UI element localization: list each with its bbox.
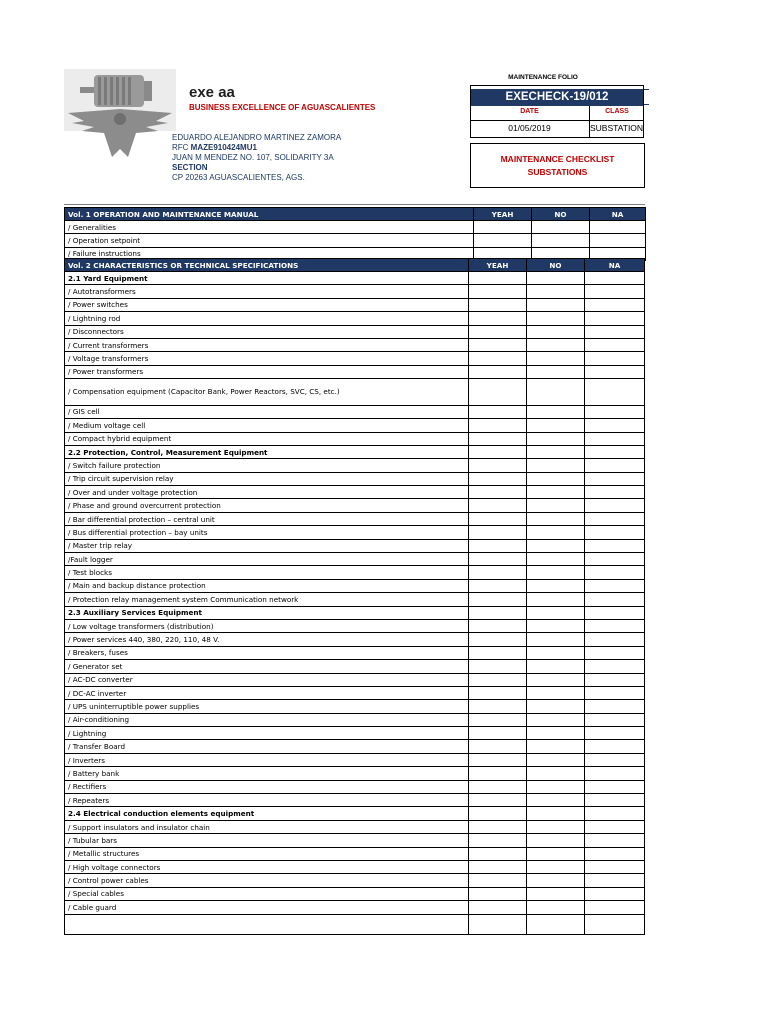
checklist-row [65,740,645,753]
check-no-cell[interactable] [527,312,585,325]
vol2-title: Vol. 2 CHARACTERISTICS OR TECHNICAL SPECIFICATIONS [65,259,469,272]
check-na-cell[interactable] [585,646,645,659]
item-label: / Rectifiers [65,780,469,793]
item-label: / Voltage transformers [65,352,469,365]
check-no-cell[interactable] [527,553,585,566]
col-na: NA [590,208,646,221]
check-yes-cell[interactable] [469,512,527,525]
check-na-cell[interactable] [585,553,645,566]
check-no-cell[interactable] [527,740,585,753]
section-row [65,606,645,619]
checklist-row [65,298,645,311]
check-na-cell[interactable] [585,887,645,900]
item-label: / Operation setpoint [65,234,474,247]
check-yes-cell[interactable] [469,861,527,874]
divider [64,204,645,205]
checklist-row [65,753,645,766]
check-no-cell[interactable] [527,593,585,606]
item-label: / Phase and ground overcurrent protection [65,499,469,512]
check-no-cell[interactable] [527,633,585,646]
checklist-title: MAINTENANCE CHECKLIST [500,154,615,164]
item-label: / Bar differential protection – central unit [65,512,469,525]
check-na-cell[interactable] [585,713,645,726]
check-no-cell[interactable] [527,834,585,847]
check-yes-cell[interactable] [469,499,527,512]
checklist-row [65,472,645,485]
section-label: 2.3 Auxiliary Services Equipment [65,606,469,619]
item-label: / High voltage connectors [65,861,469,874]
check-no-cell[interactable] [527,352,585,365]
item-label: / Metallic structures [65,847,469,860]
check-no-cell[interactable] [532,234,590,247]
check-no-cell[interactable] [527,285,585,298]
checklist-row [65,700,645,713]
checklist-row [65,874,645,887]
check-yes-cell[interactable] [469,646,527,659]
check-yes-cell[interactable] [469,780,527,793]
item-label: / Power switches [65,298,469,311]
folio-number: EXECHECK-19/012 [471,89,643,106]
check-yes-cell[interactable] [469,767,527,780]
check-yes-cell[interactable] [469,285,527,298]
check-no-cell[interactable] [527,874,585,887]
col-na: NA [585,259,645,272]
check-na-cell[interactable] [585,499,645,512]
check-yes-cell[interactable] [469,566,527,579]
item-label: / Support insulators and insulator chain [65,820,469,833]
folio-tick [644,104,649,105]
checklist-row [65,847,645,860]
check-yes-cell[interactable] [469,874,527,887]
check-na-cell[interactable] [590,234,646,247]
item-label [65,914,469,934]
check-na-cell[interactable] [585,914,645,934]
checklist-row [65,633,645,646]
street-line: JUAN M MENDEZ NO. 107, SOLIDARITY 3A [172,153,334,162]
section-label: 2.1 Yard Equipment [65,272,469,285]
checklist-row [65,499,645,512]
check-yes-cell[interactable] [469,379,527,406]
check-na-cell[interactable] [585,847,645,860]
check-yes-cell[interactable] [469,272,527,285]
check-yes-cell[interactable] [469,619,527,632]
section-row [65,445,645,458]
check-yes-cell[interactable] [469,419,527,432]
check-no-cell[interactable] [527,272,585,285]
section-row [65,807,645,820]
item-label: / Generalities [65,221,474,234]
checklist-row [65,619,645,632]
class-label: CLASS [605,108,629,115]
checklist-row [65,820,645,833]
check-yes-cell[interactable] [469,352,527,365]
checklist-row [65,861,645,874]
check-na-cell[interactable] [585,633,645,646]
checklist-row [65,901,645,914]
check-na-cell[interactable] [585,700,645,713]
checklist-row [65,221,646,234]
item-label: / Main and backup distance protection [65,579,469,592]
check-yes-cell[interactable] [469,312,527,325]
check-no-cell[interactable] [527,539,585,552]
check-na-cell[interactable] [585,794,645,807]
item-label: / DC-AC inverter [65,686,469,699]
check-yes-cell[interactable] [469,459,527,472]
item-label: / Tubular bars [65,834,469,847]
check-no-cell[interactable] [527,526,585,539]
check-yes-cell[interactable] [469,338,527,351]
brand-tagline: BUSINESS EXCELLENCE OF AGUASCALIENTES [189,103,376,112]
check-yes-cell[interactable] [469,727,527,740]
check-yes-cell[interactable] [469,847,527,860]
check-yes-cell[interactable] [469,887,527,900]
check-na-cell[interactable] [585,512,645,525]
check-no-cell[interactable] [527,472,585,485]
item-label: / Control power cables [65,874,469,887]
item-label: / Trip circuit supervision relay [65,472,469,485]
check-yes-cell[interactable] [469,593,527,606]
checklist-row [65,780,645,793]
check-na-cell[interactable] [585,459,645,472]
check-no-cell[interactable] [527,727,585,740]
item-label: / Cable guard [65,901,469,914]
check-na-cell[interactable] [585,298,645,311]
check-yes-cell[interactable] [469,686,527,699]
check-yes-cell[interactable] [469,713,527,726]
item-label: / AC-DC converter [65,673,469,686]
check-na-cell[interactable] [585,593,645,606]
item-label: / Protection relay management system Communication network [65,593,469,606]
check-no-cell[interactable] [527,780,585,793]
check-yes-cell[interactable] [469,432,527,445]
item-label: / Compensation equipment (Capacitor Bank, Power Reactors, SVC, CS, etc.) [65,379,469,406]
checklist-row [65,486,645,499]
check-no-cell[interactable] [527,914,585,934]
check-na-cell[interactable] [585,312,645,325]
checklist-row [65,660,645,673]
item-label: / Disconnectors [65,325,469,338]
check-no-cell[interactable] [532,221,590,234]
check-no-cell[interactable] [527,486,585,499]
item-label: / Power transformers [65,365,469,378]
item-label: / GIS cell [65,405,469,418]
col-no: NO [532,208,590,221]
check-na-cell[interactable] [585,660,645,673]
check-no-cell[interactable] [527,606,585,619]
item-label: / Medium voltage cell [65,419,469,432]
item-label: / Master trip relay [65,539,469,552]
check-no-cell[interactable] [527,713,585,726]
item-label: / Air-conditioning [65,713,469,726]
check-na-cell[interactable] [585,767,645,780]
item-label: / Bus differential protection – bay units [65,526,469,539]
item-label: / Compact hybrid equipment [65,432,469,445]
col-no: NO [527,259,585,272]
check-no-cell[interactable] [527,379,585,406]
col-yes: YEAH [474,208,532,221]
check-na-cell[interactable] [585,432,645,445]
checklist-row [65,553,645,566]
check-yes-cell[interactable] [469,472,527,485]
check-na-cell[interactable] [585,901,645,914]
item-label: / Current transformers [65,338,469,351]
check-na-cell[interactable] [585,325,645,338]
checklist-row [65,338,645,351]
vol2-table [64,258,645,935]
check-no-cell[interactable] [527,579,585,592]
address-block [172,133,341,183]
check-no-cell[interactable] [527,459,585,472]
item-label: / Failure instructions [65,247,474,260]
check-yes-cell[interactable] [469,553,527,566]
checklist-row [65,579,645,592]
check-yes-cell[interactable] [469,807,527,820]
check-no-cell[interactable] [527,847,585,860]
folio-label: MAINTENANCE FOLIO [508,74,578,81]
checklist-row [65,673,645,686]
checklist-row [65,312,645,325]
folio-tick [644,89,649,90]
check-yes-cell[interactable] [469,539,527,552]
date-value: 01/05/2019 [508,123,551,133]
check-no-cell[interactable] [527,673,585,686]
check-no-cell[interactable] [527,660,585,673]
rfc-line [172,143,341,153]
checklist-row [65,365,645,378]
checklist-row [65,566,645,579]
check-na-cell[interactable] [585,673,645,686]
checklist-row [65,727,645,740]
checklist-row [65,887,645,900]
vol2-header-row [65,259,645,272]
item-label: / Autotransformers [65,285,469,298]
checklist-row [65,767,645,780]
check-yes-cell[interactable] [469,700,527,713]
check-yes-cell[interactable] [469,325,527,338]
check-na-cell[interactable] [585,727,645,740]
item-label: /Fault logger [65,553,469,566]
check-na-cell[interactable] [585,807,645,820]
checklist-row [65,539,645,552]
check-na-cell[interactable] [585,539,645,552]
check-no-cell[interactable] [527,901,585,914]
class-value: SUBSTATION [590,123,644,133]
item-label: / Low voltage transformers (distribution) [65,619,469,632]
check-yes-cell[interactable] [469,405,527,418]
checklist-row [65,646,645,659]
checklist-row [65,432,645,445]
check-no-cell[interactable] [527,619,585,632]
check-na-cell[interactable] [585,753,645,766]
checklist-row [65,914,645,934]
check-no-cell[interactable] [527,861,585,874]
check-yes-cell[interactable] [469,660,527,673]
check-no-cell[interactable] [527,566,585,579]
check-na-cell[interactable] [585,606,645,619]
company-logo [64,69,176,159]
check-na-cell[interactable] [585,472,645,485]
check-yes-cell[interactable] [469,834,527,847]
checklist-row [65,325,645,338]
item-label: / Transfer Board [65,740,469,753]
check-no-cell[interactable] [527,700,585,713]
check-no-cell[interactable] [527,338,585,351]
check-na-cell[interactable] [585,740,645,753]
check-na-cell[interactable] [585,338,645,351]
check-yes-cell[interactable] [469,901,527,914]
vol1-header-row [65,208,646,221]
check-yes-cell[interactable] [469,486,527,499]
check-no-cell[interactable] [527,325,585,338]
item-label: / Special cables [65,887,469,900]
check-no-cell[interactable] [527,807,585,820]
check-no-cell[interactable] [527,646,585,659]
checklist-row [65,686,645,699]
item-label: / Breakers, fuses [65,646,469,659]
vol1-title: Vol. 1 OPERATION AND MAINTENANCE MANUAL [65,208,474,221]
check-na-cell[interactable] [585,445,645,458]
checklist-subtitle: SUBSTATIONS [527,167,588,177]
check-na-cell[interactable] [585,619,645,632]
item-label: / UPS uninterruptible power supplies [65,700,469,713]
item-label: / Battery bank [65,767,469,780]
check-yes-cell[interactable] [469,526,527,539]
vol1-table [64,207,646,261]
check-na-cell[interactable] [590,221,646,234]
check-no-cell[interactable] [527,419,585,432]
check-yes-cell[interactable] [469,633,527,646]
check-na-cell[interactable] [585,566,645,579]
check-yes-cell[interactable] [469,740,527,753]
check-yes-cell[interactable] [469,753,527,766]
item-label: / Lightning rod [65,312,469,325]
check-no-cell[interactable] [527,767,585,780]
item-label: / Inverters [65,753,469,766]
brand-name: exe aa [189,84,235,101]
check-na-cell[interactable] [585,352,645,365]
check-yes-cell[interactable] [469,606,527,619]
rfc-value: MAZE910424MU1 [190,143,257,152]
section-row [65,272,645,285]
checklist-row [65,379,645,406]
check-na-cell[interactable] [585,365,645,378]
check-yes-cell[interactable] [469,820,527,833]
owner-name: EDUARDO ALEJANDRO MARTINEZ ZAMORA [172,133,342,142]
check-no-cell[interactable] [527,686,585,699]
item-label: / Generator set [65,660,469,673]
checklist-row [65,526,645,539]
check-no-cell[interactable] [527,298,585,311]
check-no-cell[interactable] [527,405,585,418]
item-label: / Test blocks [65,566,469,579]
check-na-cell[interactable] [585,486,645,499]
checklist-row [65,834,645,847]
check-yes-cell[interactable] [474,221,532,234]
check-no-cell[interactable] [527,499,585,512]
check-no-cell[interactable] [527,887,585,900]
check-yes-cell[interactable] [469,365,527,378]
check-yes-cell[interactable] [469,673,527,686]
check-na-cell[interactable] [585,874,645,887]
check-na-cell[interactable] [585,379,645,406]
check-no-cell[interactable] [527,445,585,458]
checklist-row [65,459,645,472]
check-yes-cell[interactable] [469,914,527,934]
item-label: / Repeaters [65,794,469,807]
date-label: DATE [520,108,539,115]
check-no-cell[interactable] [527,820,585,833]
check-no-cell[interactable] [527,794,585,807]
section-line: SECTION [172,163,208,172]
check-na-cell[interactable] [585,780,645,793]
checklist-row [65,593,645,606]
check-no-cell[interactable] [527,365,585,378]
section-label: 2.2 Protection, Control, Measurement Equipment [65,445,469,458]
check-yes-cell[interactable] [469,298,527,311]
check-na-cell[interactable] [585,419,645,432]
checklist-row [65,419,645,432]
check-na-cell[interactable] [585,579,645,592]
check-na-cell[interactable] [585,285,645,298]
checklist-row [65,512,645,525]
check-no-cell[interactable] [527,432,585,445]
checklist-title-box [470,143,645,188]
check-yes-cell[interactable] [469,579,527,592]
check-na-cell[interactable] [585,686,645,699]
item-label: / Lightning [65,727,469,740]
section-label: 2.4 Electrical conduction elements equipment [65,807,469,820]
check-no-cell[interactable] [527,512,585,525]
item-label: / Switch failure protection [65,459,469,472]
check-na-cell[interactable] [585,405,645,418]
check-yes-cell[interactable] [469,794,527,807]
item-label: / Over and under voltage protection [65,486,469,499]
checklist-row [65,405,645,418]
rfc-label: RFC [172,143,191,152]
city-line: CP 20263 AGUASCALIENTES, AGS. [172,173,305,182]
item-label: / Power services 440, 380, 220, 110, 48 V. [65,633,469,646]
checklist-row [65,352,645,365]
check-na-cell[interactable] [585,526,645,539]
checklist-row [65,713,645,726]
col-yes: YEAH [469,259,527,272]
check-na-cell[interactable] [585,272,645,285]
check-na-cell[interactable] [585,820,645,833]
checklist-row [65,794,645,807]
check-yes-cell[interactable] [474,234,532,247]
check-na-cell[interactable] [585,834,645,847]
check-na-cell[interactable] [585,861,645,874]
checklist-row [65,285,645,298]
check-yes-cell[interactable] [469,445,527,458]
check-no-cell[interactable] [527,753,585,766]
checklist-row [65,234,646,247]
